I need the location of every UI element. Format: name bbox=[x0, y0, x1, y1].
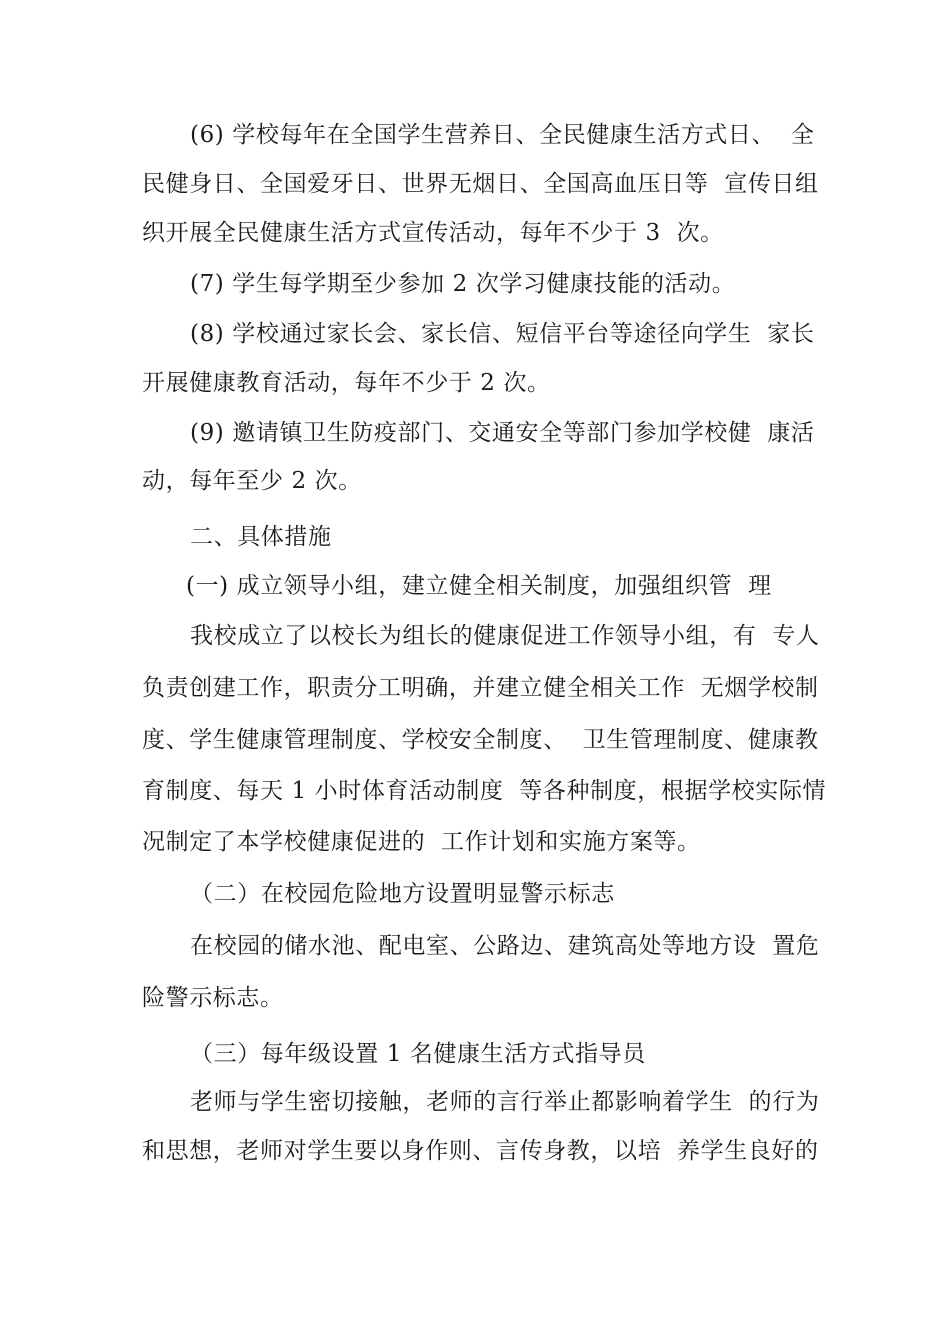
subsection-1-line-1: 我校成立了以校长为组长的健康促进工作领导小组，有 专人 bbox=[190, 623, 820, 649]
paragraph-8-line-2: 开展健康教育活动，每年不少于 2 次。 bbox=[142, 370, 551, 396]
paragraph-8-line-1: (8) 学校通过家长会、家长信、短信平台等途径向学生 家长 bbox=[190, 321, 815, 347]
subsection-3-line-2: 和思想，老师对学生要以身作则、言传身教，以培 养学生良好的 bbox=[142, 1138, 819, 1164]
subsection-1-line-3: 度、学生健康管理制度、学校安全制度、 卫生管理制度、健康教 bbox=[142, 727, 819, 753]
paragraph-7-line-1: (7) 学生每学期至少参加 2 次学习健康技能的活动。 bbox=[190, 271, 736, 297]
subsection-2-line-1: 在校园的储水池、配电室、公路边、建筑高处等地方设 置危 bbox=[190, 933, 820, 959]
paragraph-6-line-1: (6) 学校每年在全国学生营养日、全民健康生活方式日、 全 bbox=[190, 122, 815, 148]
subsection-3-heading: （三）每年级设置 1 名健康生活方式指导员 bbox=[190, 1041, 646, 1067]
subsection-1-line-2: 负责创建工作，职责分工明确，并建立健全相关工作 无烟学校制 bbox=[142, 675, 819, 701]
paragraph-9-line-2: 动，每年至少 2 次。 bbox=[142, 468, 362, 494]
subsection-1-heading: (一) 成立领导小组，建立健全相关制度，加强组织管 理 bbox=[186, 573, 772, 599]
paragraph-9-line-1: (9) 邀请镇卫生防疫部门、交通安全等部门参加学校健 康活 bbox=[190, 420, 815, 446]
paragraph-6-line-2: 民健身日、全国爱牙日、世界无烟日、全国高血压日等 宣传日组 bbox=[142, 171, 819, 197]
subsection-3-line-1: 老师与学生密切接触，老师的言行举止都影响着学生 的行为 bbox=[190, 1089, 820, 1115]
subsection-2-heading: （二）在校园危险地方设置明显警示标志 bbox=[190, 881, 615, 907]
paragraph-6-line-3: 织开展全民健康生活方式宣传活动，每年不少于 3 次。 bbox=[142, 220, 724, 246]
subsection-2-line-2: 险警示标志。 bbox=[142, 985, 284, 1011]
subsection-1-line-5: 况制定了本学校健康促进的 工作计划和实施方案等。 bbox=[142, 829, 701, 855]
subsection-1-line-4: 育制度、每天 1 小时体育活动制度 等各种制度，根据学校实际情 bbox=[142, 778, 827, 804]
section-heading: 二、具体措施 bbox=[190, 524, 332, 550]
